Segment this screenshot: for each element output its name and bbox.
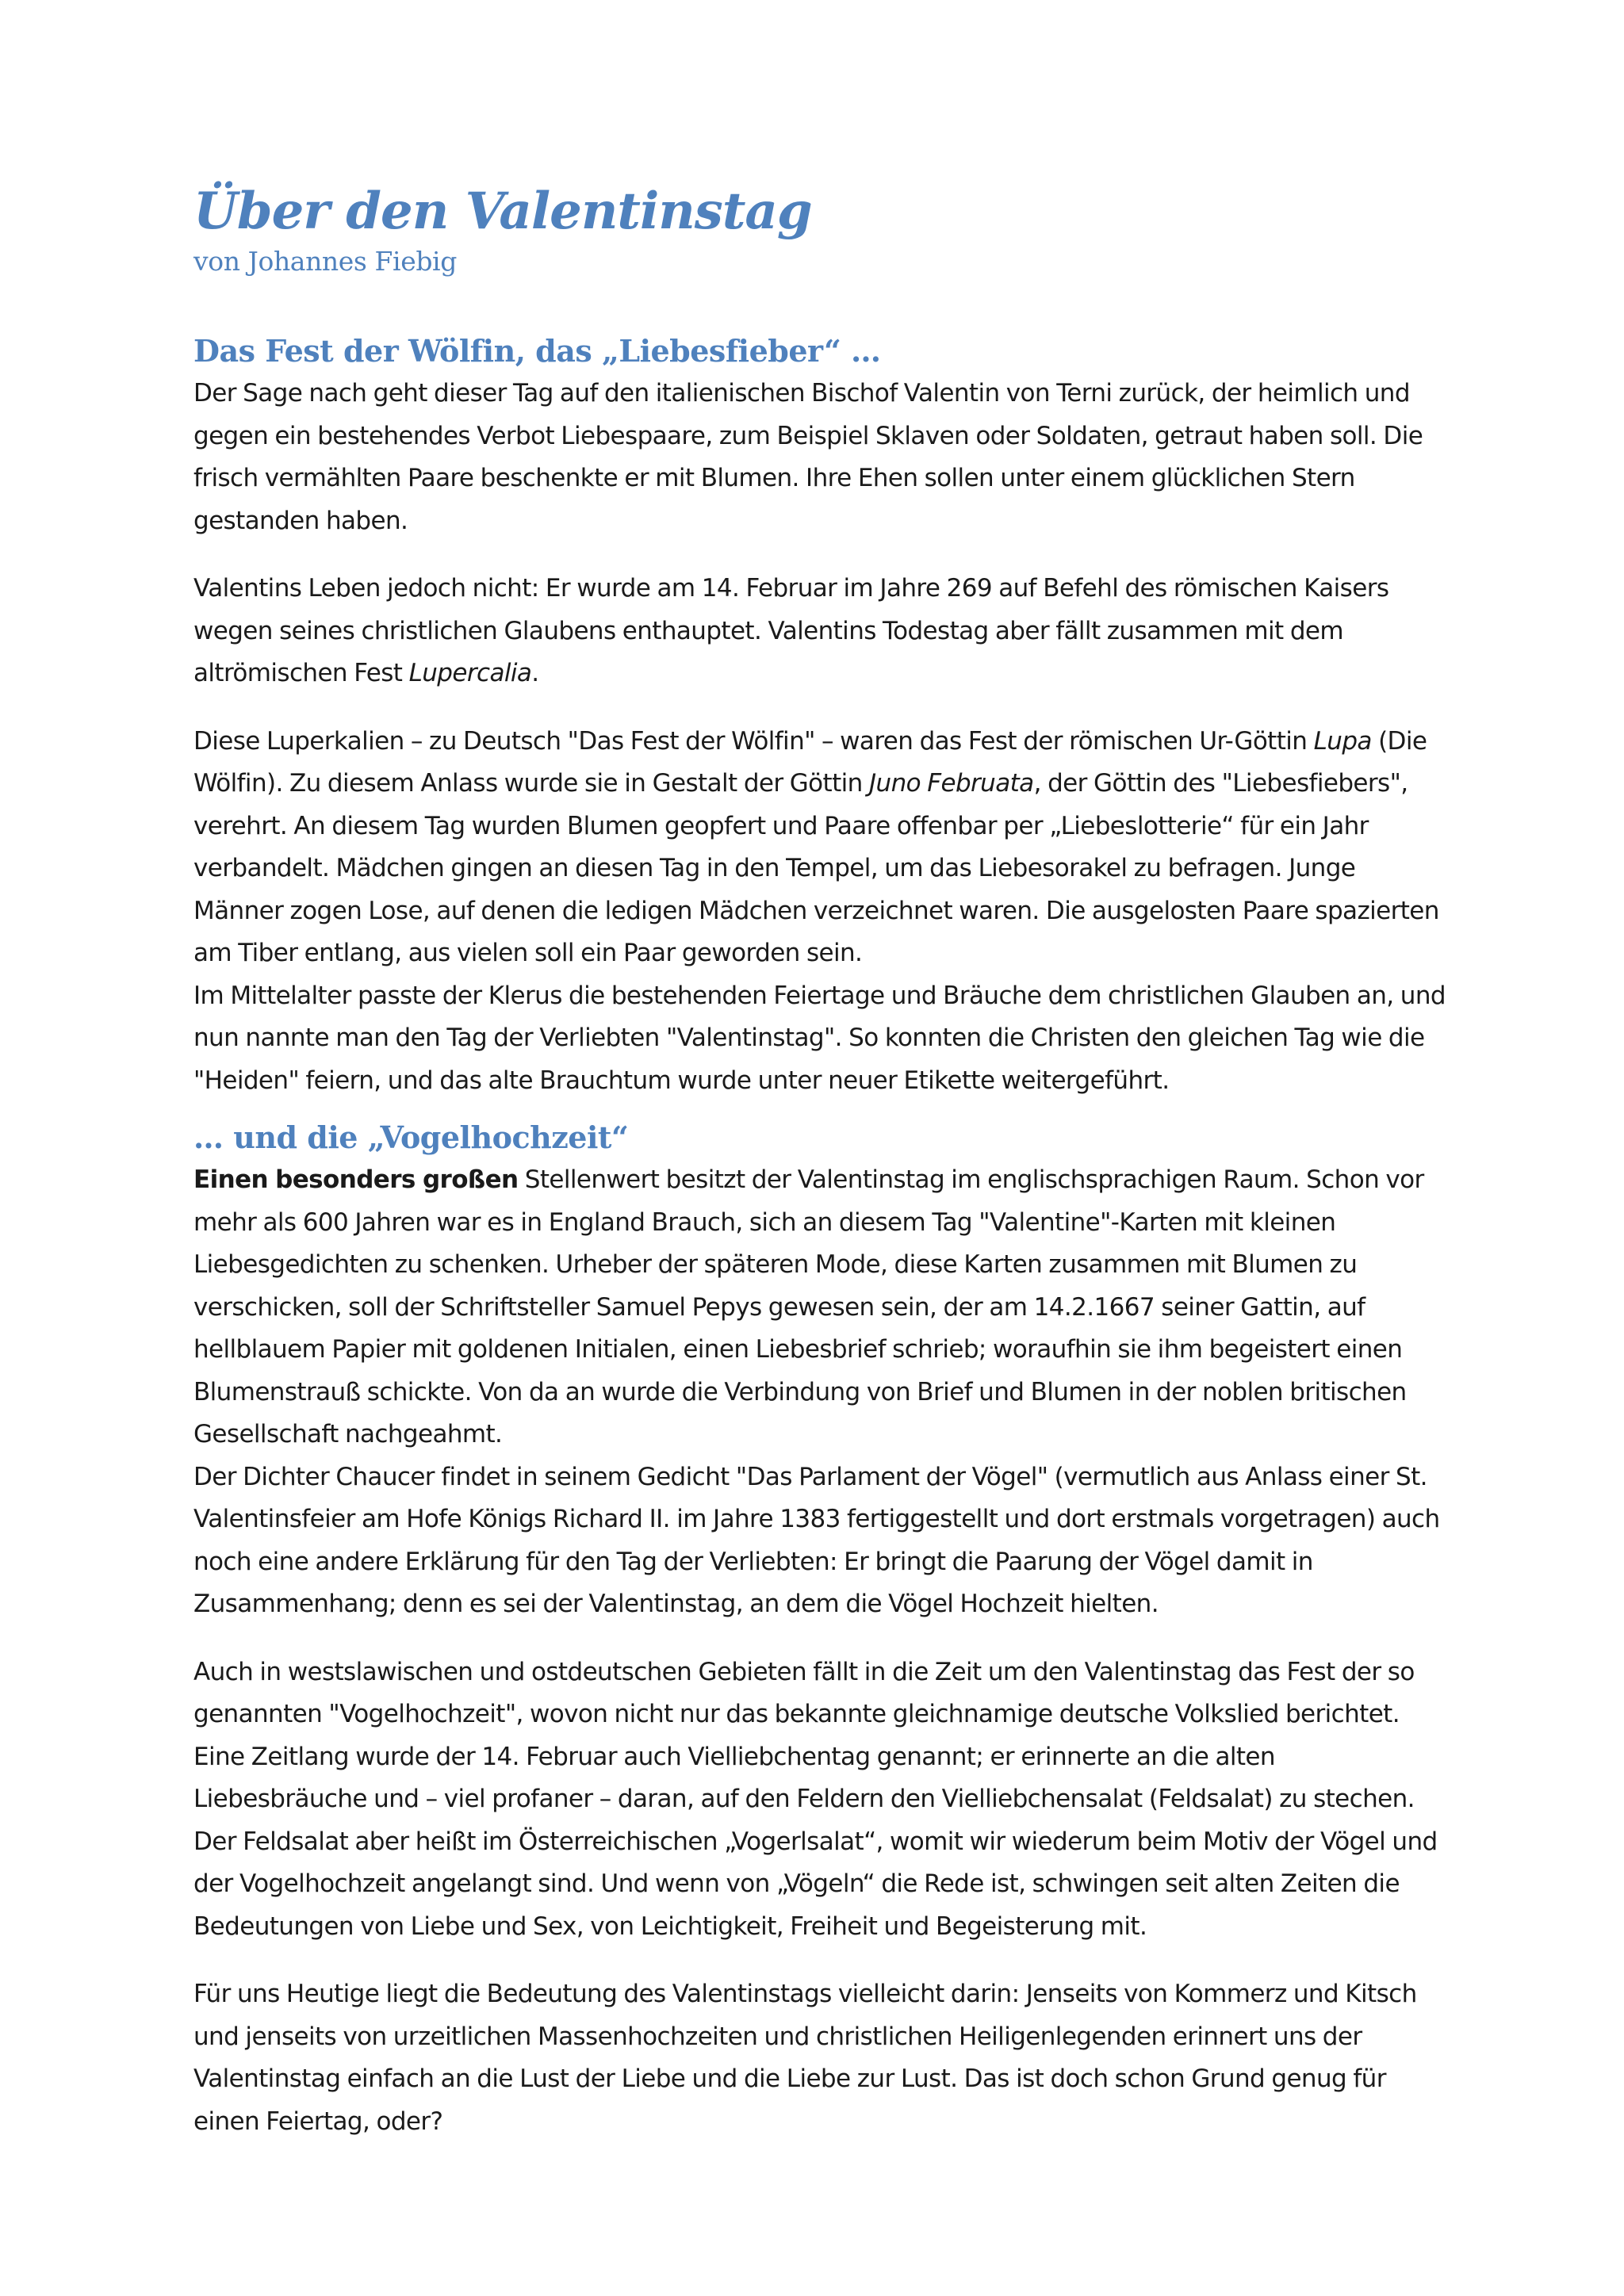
paragraph-sage: Der Sage nach geht dieser Tag auf den italienischen Bischof Valentin von Terni zurück, der heimlich und gegen ein bestehendes Verbot Liebespaare, zum Beispiel Sklaven oder Soldaten, getraut haben soll. Die frisch vermählten Paare beschenkte er mit Blumen. Ihre Ehen sollen unter einem glücklichen Stern gestanden haben. — [193, 379, 1423, 535]
paragraph-text: (Die Wölfin). Zu diesem Anlass wurde sie in Gestalt der Göttin — [193, 726, 1427, 798]
emphasis-juno-februata: Juno Februata — [868, 769, 1034, 798]
paragraph-westslawische-gebiete: Auch in westslawischen und ostdeutschen Gebieten fällt in die Zeit um den Valentinstag das Fest der so genannten "Vogelhochzeit", wovon nicht nur das bekannte gleichnamige deutsche Volkslied berichtet. Eine Zeitlang wurde der 14. Februar auch Vielliebchentag genannt; er erinnerte an die alten Liebesbräuche und – viel profaner – daran, auf den Feldern den Vielliebchensalat (Feldsalat) zu stechen. Der Feldsalat aber heißt im Österreichischen „Vogerlsalat“, womit wir wiederum beim Motiv der Vögel und der Vogelhochzeit angelangt sind. Und wenn von „Vögeln“ die Rede ist, schwingen seit alten Zeiten die Bedeutungen von Liebe und Sex, von Leichtigkeit, Freiheit und Begeisterung mit. — [193, 1657, 1438, 1941]
section-heading-fest-der-woelfin: Das Fest der Wölfin, das „Liebesfieber“ … — [193, 333, 881, 369]
paragraph-mittelalter: Im Mittelalter passte der Klerus die bestehenden Feiertage und Bräuche dem christlichen Glauben an, und nun nannte man den Tag der Verliebten "Valentinstag". So konnten die Christen den gleichen Tag wie die "Heiden" feiern, und das alte Brauchtum wurde unter neuer Etikette weitergeführt. — [193, 981, 1446, 1095]
document-title: Über den Valentinstag — [193, 182, 812, 241]
section-heading-vogelhochzeit: … und die „Vogelhochzeit“ — [193, 1119, 629, 1155]
paragraph-text: Valentins Leben jedoch nicht: Er wurde am 14. Februar im Jahre 269 auf Befehl des römischen Kaisers wegen seines christlichen Glaubens enthauptet. Valentins Todestag aber fällt zusammen mit dem altrömischen Fest — [193, 574, 1389, 687]
paragraph-text: . — [531, 659, 539, 687]
paragraph-luperkalien — [193, 721, 1446, 975]
paragraph-text: , der Göttin des "Liebesfiebers", verehrt. An diesem Tag wurden Blumen geopfert und Paare offenbar per „Liebeslotterie“ für ein Jahr verbandelt. Mädchen gingen an diesen Tag in den Tempel, um das Liebesorakel zu befragen. Junge Männer zogen Lose, auf denen die ledigen Mädchen verzeichnet waren. Die ausgelosten Paare spazierten am Tiber entlang, aus vielen soll ein Paar geworden sein. — [193, 769, 1439, 967]
paragraph-chaucer: Der Dichter Chaucer findet in seinem Gedicht "Das Parlament der Vögel" (vermutlich aus Anlass einer St. Valentinsfeier am Hofe Königs Richard II. im Jahre 1383 fertiggestellt und dort erstmals vorgetragen) auch noch eine andere Erklärung für den Tag der Verliebten: Er bringt die Paarung der Vögel damit in Zusammenhang; denn es sei der Valentinstag, an dem die Vögel Hochzeit hielten. — [193, 1462, 1440, 1618]
paragraph-englischsprachiger-raum — [193, 1159, 1446, 1456]
emphasis-lupercalia: Lupercalia — [408, 659, 532, 687]
document-body — [193, 179, 1446, 2168]
paragraph-text: Stellenwert besitzt der Valentinstag im englischsprachigen Raum. Schon vor mehr als 600 Jahren war es in England Brauch, sich an diesem Tag "Valentine"-Karten mit kleinen Liebesgedichten zu schenken. Urheber der späteren Mode, diese Karten zusammen mit Blumen zu verschicken, soll der Schriftsteller Samuel Pepys gewesen sein, der am 14.2.1667 seiner Gattin, auf hellblauem Papier mit goldenen Initialen, einen Liebesbrief schrieb; woraufhin sie ihm begeistert einen Blumenstrauß schickte. Von da an wurde die Verbindung von Brief und Blumen in der noblen britischen Gesellschaft nachgeahmt. — [193, 1165, 1424, 1448]
emphasis-lupa: Lupa — [1313, 726, 1372, 756]
paragraph-text: Diese Luperkalien – zu Deutsch "Das Fest der Wölfin" – waren das Fest der römischen Ur-Göttin — [193, 726, 1314, 756]
paragraph-heutige-bedeutung: Für uns Heutige liegt die Bedeutung des Valentinstags vielleicht darin: Jenseits von Kommerz und Kitsch und jenseits von urzeitlichen Massenhochzeiten und christlichen Heiligenlegenden erinnert uns der Valentinstag einfach an die Lust der Liebe und die Liebe zur Lust. Das ist doch schon Grund genug für einen Feiertag, oder? — [193, 1980, 1417, 2136]
document-author: von Johannes Fiebig — [193, 246, 457, 277]
paragraph-valentins-leben — [193, 568, 1446, 695]
bold-lead-text: Einen besonders großen — [193, 1165, 519, 1194]
